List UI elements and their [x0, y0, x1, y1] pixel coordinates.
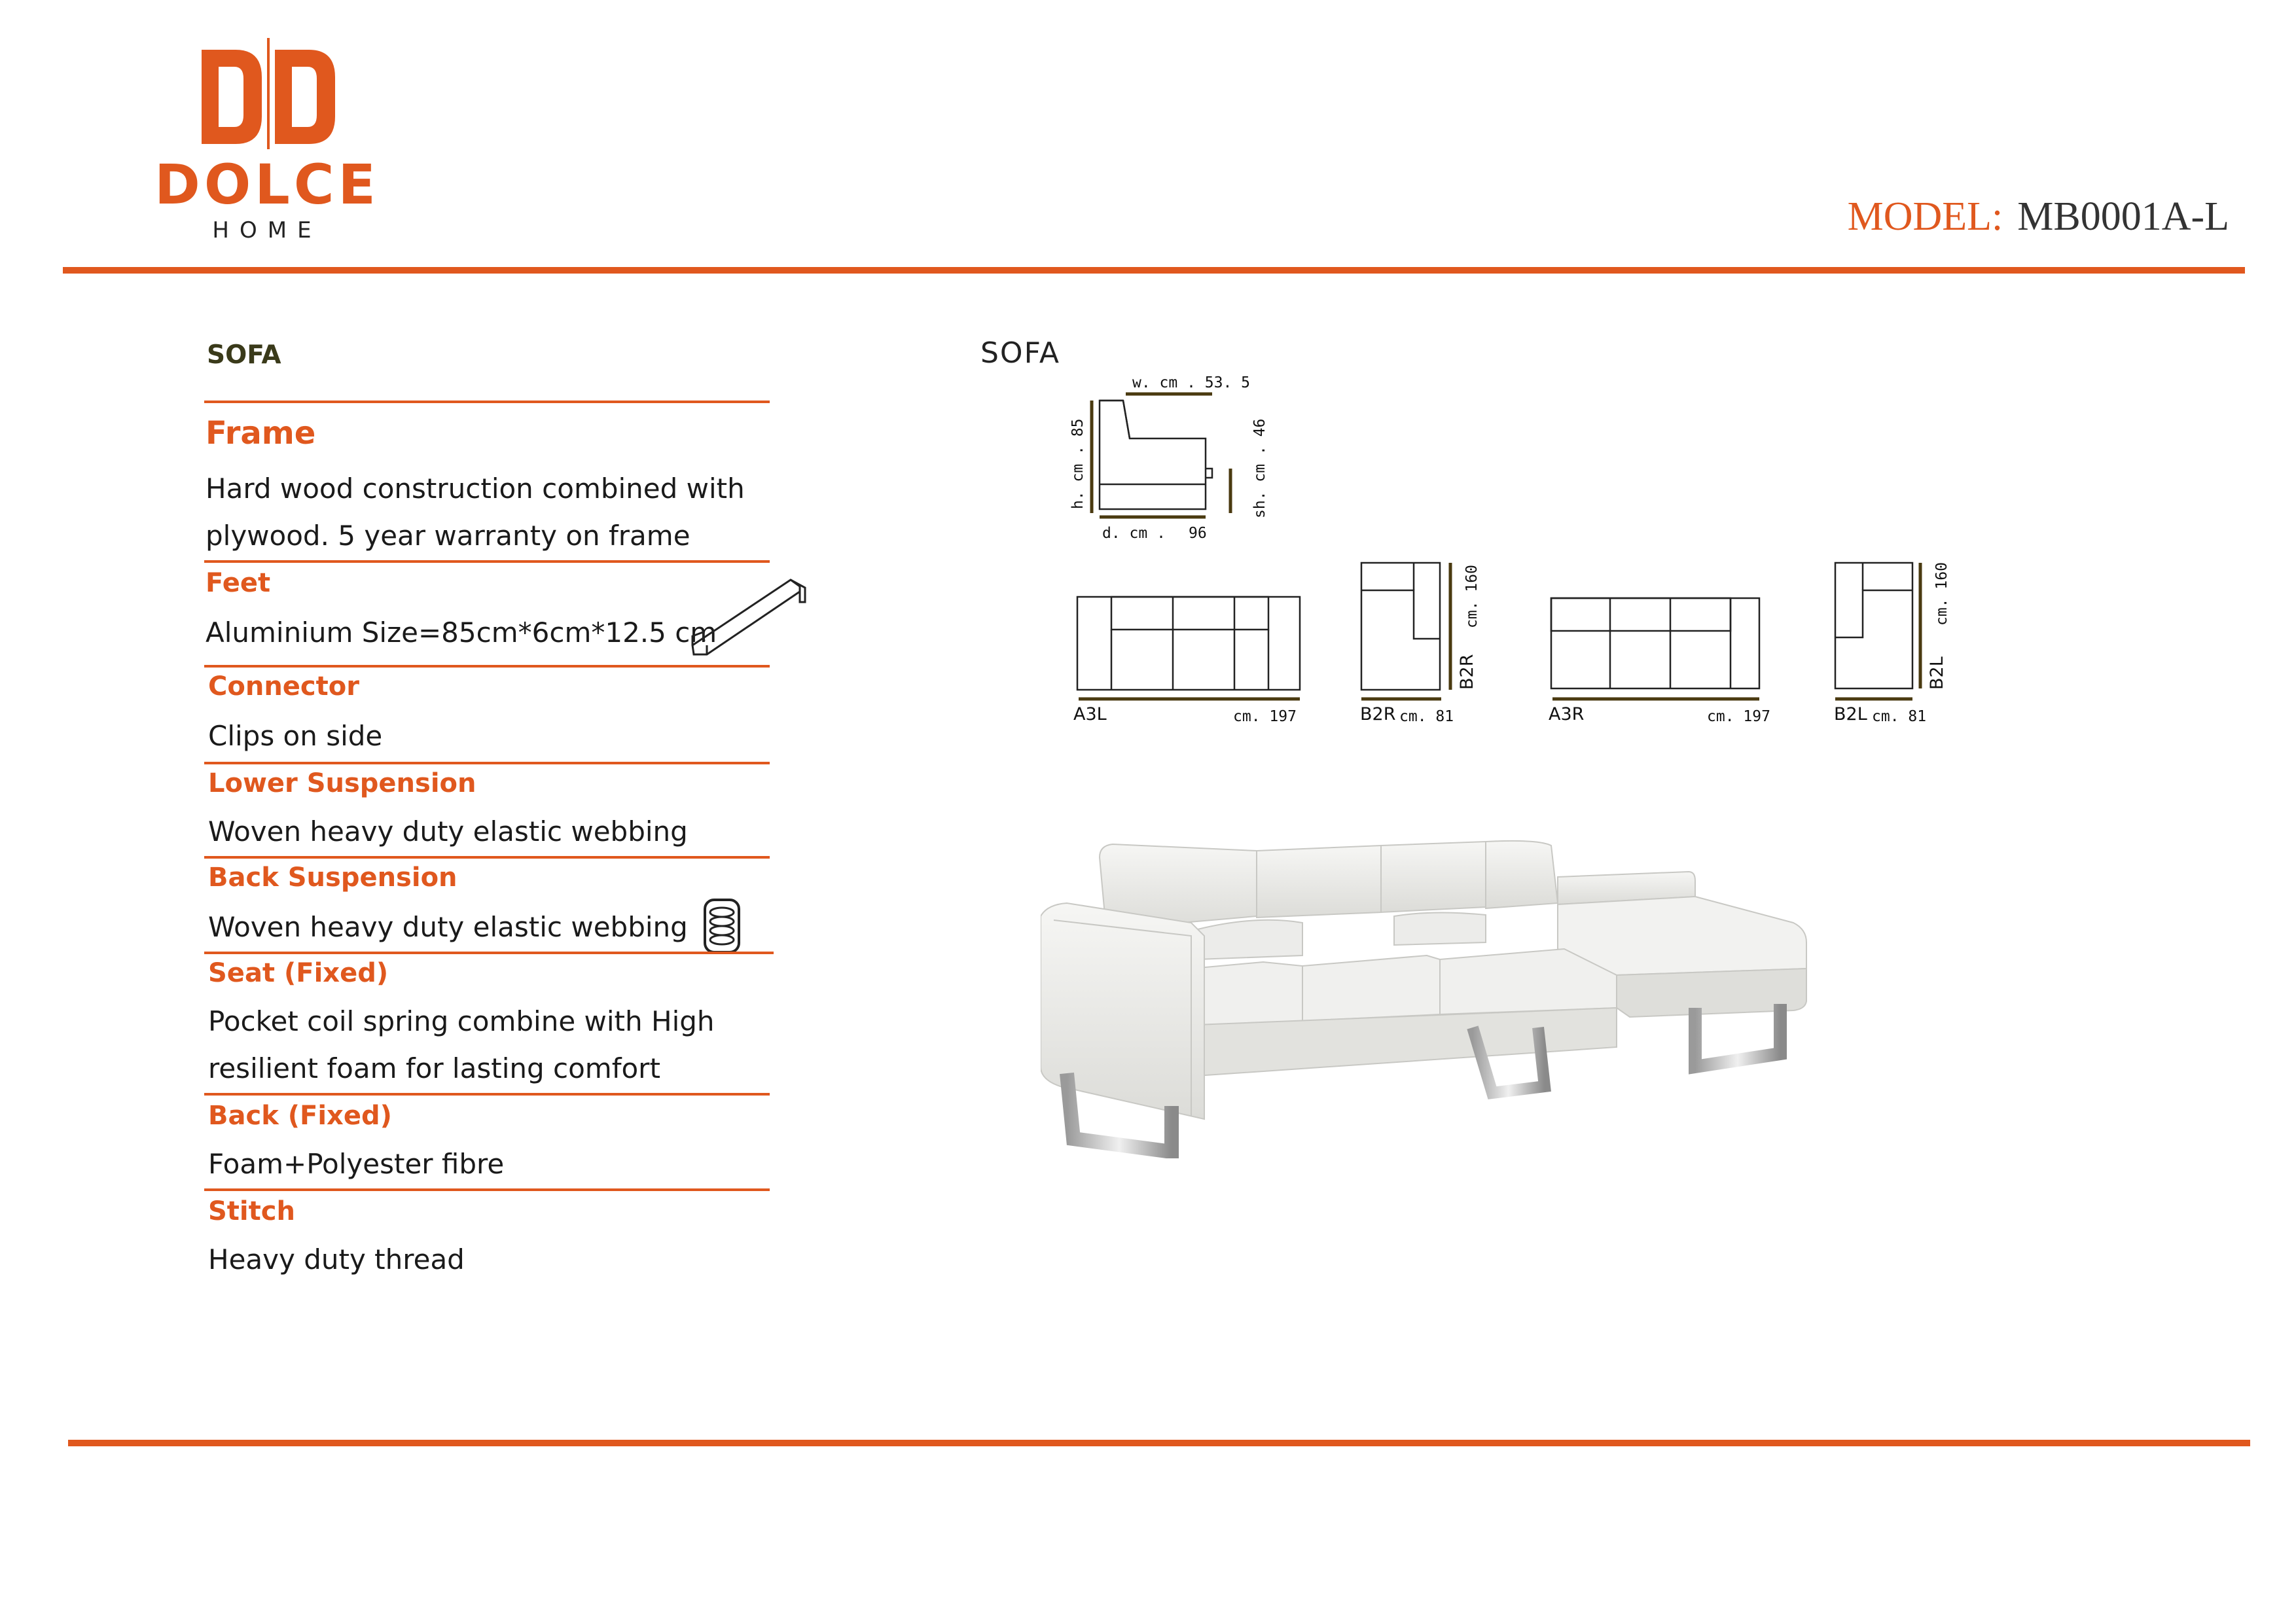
- spec-label-connector: Connector: [208, 671, 359, 702]
- module-b2l-code: B2L: [1834, 704, 1867, 724]
- spec-divider: [204, 952, 774, 954]
- spec-label-seat: Seat (Fixed): [208, 958, 389, 988]
- module-b2r-side-dim: cm. 160: [1463, 565, 1480, 628]
- brand-name: DOLCE: [154, 152, 380, 217]
- spec-text-back: Foam+Polyester fibre: [208, 1148, 505, 1180]
- module-a3l-code: A3L: [1073, 704, 1107, 724]
- spec-label-lower-suspension: Lower Suspension: [208, 768, 476, 798]
- spec-divider: [204, 762, 770, 764]
- module-a3l-dim: cm. 197: [1233, 708, 1297, 725]
- spec-label-back: Back (Fixed): [208, 1101, 392, 1131]
- footer-divider: [68, 1440, 2250, 1446]
- module-b2r-dim: cm. 81: [1399, 708, 1454, 725]
- spec-label-back-suspension: Back Suspension: [208, 863, 457, 893]
- spec-label-frame: Frame: [206, 415, 316, 452]
- dolce-logo-icon: [196, 38, 340, 149]
- module-b2r-side-code: B2R: [1457, 654, 1477, 690]
- spec-text-lower-suspension: Woven heavy duty elastic webbing: [208, 815, 688, 847]
- header-divider: [63, 267, 2245, 274]
- sofa-product-image: [1041, 831, 1839, 1158]
- spec-label-feet: Feet: [206, 568, 271, 598]
- diagram-title: SOFA: [980, 336, 1060, 370]
- module-b2r-drawing: [1361, 563, 1440, 690]
- module-a3r-dim: cm. 197: [1707, 708, 1770, 725]
- spec-text-connector: Clips on side: [208, 720, 383, 752]
- spec-divider: [204, 1093, 770, 1096]
- spec-divider: [204, 665, 770, 668]
- module-a3l-drawing: [1077, 597, 1300, 690]
- spec-text-stitch: Heavy duty thread: [208, 1243, 465, 1275]
- spec-text-back-suspension: Woven heavy duty elastic webbing: [208, 911, 688, 943]
- spec-text-seat-1: Pocket coil spring combine with High: [208, 1005, 715, 1037]
- side-view-profile: [1100, 401, 1212, 509]
- module-b2r-code: B2R: [1360, 704, 1396, 724]
- width-dimension: w. cm . 53. 5: [1132, 374, 1251, 391]
- model-label: MODEL:: [1847, 194, 2003, 239]
- spec-label-stitch: Stitch: [208, 1196, 295, 1226]
- model-value: MB0001A-L: [2017, 194, 2229, 239]
- spec-divider: [204, 560, 770, 563]
- depth-label: d. cm .: [1102, 525, 1166, 542]
- module-b2l-drawing: [1835, 563, 1912, 688]
- spec-divider: [204, 1188, 770, 1191]
- module-b2l-dim: cm. 81: [1872, 708, 1927, 725]
- module-b2l-side-code: B2L: [1927, 656, 1947, 690]
- height-dimension: h. cm . 85: [1069, 418, 1086, 509]
- module-b2l-side-dim: cm. 160: [1933, 562, 1950, 626]
- spec-divider: [204, 401, 770, 403]
- spec-text-seat-2: resilient foam for lasting comfort: [208, 1052, 660, 1084]
- dimension-drawings: [1008, 353, 2029, 746]
- spec-text-frame-1: Hard wood construction combined with: [206, 473, 745, 505]
- brand-subtitle: HOME: [212, 217, 322, 243]
- spec-heading: SOFA: [207, 340, 281, 370]
- spec-text-frame-2: plywood. 5 year warranty on frame: [206, 520, 691, 552]
- module-a3r-drawing: [1551, 598, 1759, 688]
- seat-height-dimension: sh. cm . 46: [1251, 418, 1268, 518]
- spec-text-feet: Aluminium Size=85cm*6cm*12.5 cm: [206, 616, 717, 649]
- spec-divider: [204, 856, 770, 859]
- depth-value: 96: [1189, 525, 1207, 542]
- aluminium-foot-icon: [681, 568, 812, 665]
- module-a3r-code: A3R: [1549, 704, 1585, 724]
- model-number: [1848, 194, 2229, 240]
- coil-spring-icon: [703, 898, 741, 954]
